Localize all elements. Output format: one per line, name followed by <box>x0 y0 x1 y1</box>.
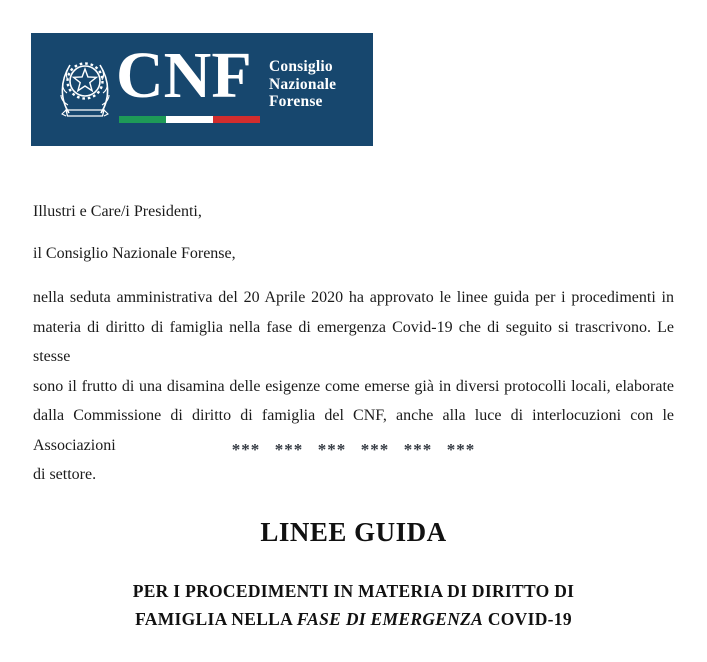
document-subtitle-line1: PER I PROCEDIMENTI IN MATERIA DI DIRITTO DI <box>132 581 575 601</box>
italian-republic-emblem-icon <box>56 55 114 121</box>
org-name <box>269 58 336 111</box>
subtitle-prefix: FAMIGLIA NELLA <box>135 609 297 629</box>
cnf-acronym: CNF <box>116 39 252 112</box>
org-name-line: Nazionale <box>269 75 337 93</box>
paragraph-line: nella seduta amministrativa del 20 Aprile 2020 ha approvato le linee guida per i procedimenti in <box>33 289 674 306</box>
paragraph-line: sono il frutto di una disamina delle esigenze come emerse già in diversi protocolli locali, elaborate <box>33 377 674 395</box>
flag-green-segment <box>119 116 166 123</box>
sender-line: il Consiglio Nazionale Forense, <box>33 245 236 262</box>
document-subtitle-line2 <box>0 609 707 630</box>
document-title: LINEE GUIDA <box>260 517 447 547</box>
subtitle-italic-phrase: FASE DI EMERGENZA <box>296 609 484 629</box>
subtitle-suffix: COVID-19 <box>483 609 572 629</box>
paragraph-line: dalla Commissione di diritto di famiglia del CNF, anche alla luce di interlocuzioni con le Associazioni <box>33 407 674 454</box>
flag-red-segment <box>213 116 260 123</box>
cnf-logo <box>31 33 373 146</box>
paragraph-line: materia di diritto di famiglia nella fase di emergenza Covid-19 che di seguito si trascrivono. Le stesse <box>33 318 674 365</box>
org-name-line: Forense <box>269 93 323 110</box>
paragraph-line: di settore. <box>33 466 97 483</box>
asterisk-separator: *** *** *** *** *** *** <box>231 440 476 459</box>
italian-flag-stripe <box>119 116 260 123</box>
org-name-line: Consiglio <box>269 58 333 75</box>
salutation: Illustri e Care/i Presidenti, <box>33 203 202 220</box>
flag-white-segment <box>166 116 213 123</box>
